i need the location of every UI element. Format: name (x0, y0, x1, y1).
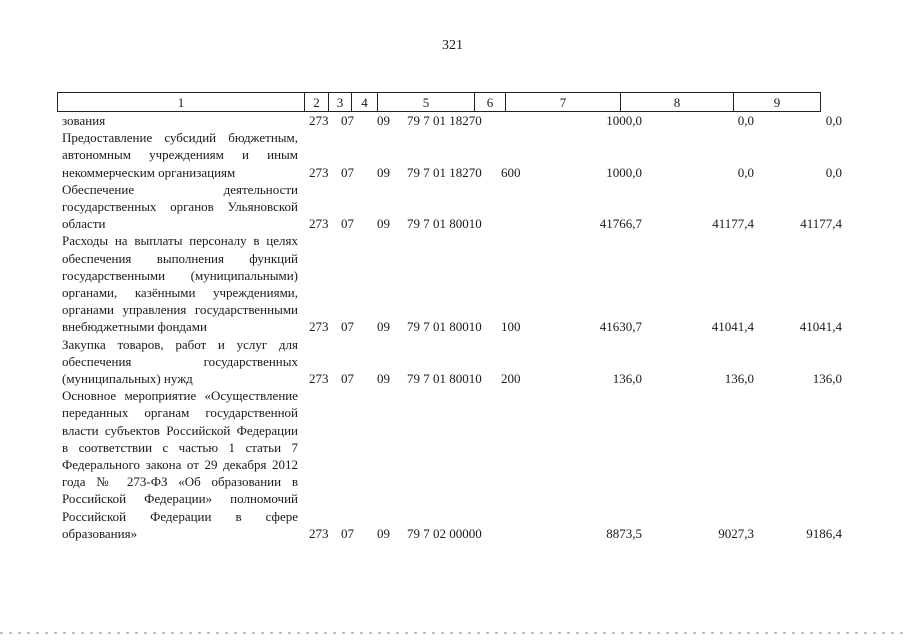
table-row (62, 336, 842, 388)
cell-value: 1000,0 (606, 113, 642, 128)
cell-value: 09 (377, 164, 390, 180)
cell-col6 (500, 232, 530, 335)
cell-value: 41177,4 (712, 216, 754, 232)
row-description: Основное мероприятие «Осуществление переданных органам государственной власти субъектов Российской Федерации в соответствии с частью 1 статьи 7 Федерального закона от 29 декабря 2012 года № 273-ФЗ «Об образовании в Российской Федерации» полномочий Российской Федерации в сфере образования» (62, 388, 298, 541)
cell-value: 9186,4 (806, 525, 842, 541)
cell-value: 07 (341, 525, 354, 541)
cell-value: 1000,0 (606, 164, 642, 180)
cell-value: 09 (377, 319, 390, 335)
cell-col3 (334, 387, 370, 542)
cell-col8 (642, 336, 754, 388)
cell-value: 79 7 01 80010 (407, 319, 482, 335)
cell-col4 (370, 181, 402, 233)
column-header-4: 4 (352, 93, 378, 112)
cell-value: 41041,4 (711, 319, 754, 335)
cell-col4 (370, 336, 402, 388)
cell-value: 09 (377, 216, 390, 232)
cell-col7 (530, 336, 642, 388)
cell-col6 (500, 129, 530, 181)
cell-col8 (642, 387, 754, 542)
row-description: Закупка товаров, работ и услуг для обеспечения государственных (муниципальных) нужд (62, 336, 298, 387)
cell-value: 136,0 (724, 371, 754, 387)
cell-col3 (334, 112, 370, 129)
column-header-7: 7 (506, 93, 621, 112)
cell-col5 (402, 112, 500, 129)
cell-col9 (754, 129, 842, 181)
cell-value: 07 (341, 319, 354, 335)
cell-value: 9027,3 (718, 525, 754, 541)
column-header-5: 5 (378, 93, 475, 112)
cell-col3 (334, 129, 370, 181)
cell-col8 (642, 129, 754, 181)
column-header-6: 6 (475, 93, 506, 112)
table-row (62, 129, 842, 181)
column-header-table (57, 92, 821, 112)
cell-value: 07 (341, 113, 354, 128)
cell-value: 273 (309, 216, 329, 232)
cell-col6 (500, 181, 530, 233)
cell-value: 09 (377, 525, 390, 541)
cell-value: 273 (309, 164, 329, 180)
cell-col2 (298, 129, 334, 181)
cell-col9 (754, 232, 842, 335)
cell-col4 (370, 129, 402, 181)
cell-value: 200 (501, 371, 521, 387)
cell-value: 41630,7 (599, 319, 642, 335)
cell-value: 0,0 (737, 164, 754, 180)
cell-value: 273 (309, 319, 329, 335)
cell-col7 (530, 112, 642, 129)
cell-col9 (754, 336, 842, 388)
cell-value: 136,0 (612, 371, 642, 387)
cell-col5 (402, 232, 500, 335)
cell-col5 (402, 181, 500, 233)
table-row (62, 387, 842, 542)
cell-value: 0,0 (825, 164, 842, 180)
cell-col4 (370, 112, 402, 129)
cell-value: 100 (501, 319, 521, 335)
column-header-9: 9 (734, 93, 821, 112)
cell-col8 (642, 232, 754, 335)
cell-value: 09 (377, 113, 390, 128)
cell-col2 (298, 112, 334, 129)
cell-value: 79 7 02 00000 (407, 525, 482, 541)
table-row (62, 232, 842, 335)
cell-value: 07 (341, 164, 354, 180)
row-description: Расходы на выплаты персоналу в целях обеспечения выполнения функций государственными (муниципальными) органами, казёнными учреждениями, органами управления государственными внебюджетными фондами (62, 233, 298, 335)
page-number: 321 (442, 38, 463, 53)
cell-value: 79 7 01 80010 (407, 216, 482, 232)
cell-value: 41177,4 (800, 216, 842, 232)
cell-value: 07 (341, 371, 354, 387)
cell-value: 07 (341, 216, 354, 232)
cell-col3 (334, 181, 370, 233)
cell-col9 (754, 181, 842, 233)
cell-value: 0,0 (825, 113, 842, 128)
cell-col2 (298, 387, 334, 542)
cell-col7 (530, 232, 642, 335)
cell-col7 (530, 181, 642, 233)
column-header-row (58, 93, 821, 112)
column-header-1: 1 (58, 93, 305, 112)
cell-col7 (530, 387, 642, 542)
cell-col8 (642, 181, 754, 233)
column-header-8: 8 (621, 93, 734, 112)
cell-col8 (642, 112, 754, 129)
cell-col9 (754, 387, 842, 542)
cell-col6 (500, 112, 530, 129)
cell-value: 600 (501, 164, 521, 180)
cell-col3 (334, 232, 370, 335)
row-description: Предоставление субсидий бюджетным, автономным учреждениям и иным некоммерческим организациям (62, 130, 298, 180)
cell-col9 (754, 112, 842, 129)
cell-value: 273 (309, 113, 329, 128)
cell-value: 79 7 01 18270 (407, 113, 482, 128)
cell-value: 0,0 (737, 113, 754, 128)
table-row (62, 181, 842, 233)
cell-value: 8873,5 (606, 525, 642, 541)
cell-col7 (530, 129, 642, 181)
cell-value: 136,0 (812, 371, 842, 387)
table-row (62, 112, 842, 129)
cell-value: 09 (377, 371, 390, 387)
cell-value: 273 (309, 525, 329, 541)
cell-col2 (298, 232, 334, 335)
cell-col4 (370, 387, 402, 542)
cell-col2 (298, 336, 334, 388)
cell-value: 41766,7 (599, 216, 642, 232)
cell-col3 (334, 336, 370, 388)
cell-col6 (500, 387, 530, 542)
cell-col2 (298, 181, 334, 233)
cell-value: 41041,4 (799, 319, 842, 335)
row-description: Обеспечение деятельности государственных органов Ульяновской области (62, 181, 298, 232)
cell-value: 79 7 01 80010 (407, 371, 482, 387)
cell-col5 (402, 129, 500, 181)
cell-value: 79 7 01 18270 (407, 164, 482, 180)
budget-table-body (62, 112, 842, 542)
cell-col5 (402, 387, 500, 542)
column-header-3: 3 (329, 93, 352, 112)
cell-col6 (500, 336, 530, 388)
cell-value: 273 (309, 371, 329, 387)
row-description: зования (62, 113, 106, 128)
cell-col5 (402, 336, 500, 388)
scan-artifact-line (0, 632, 905, 634)
cell-col4 (370, 232, 402, 335)
column-header-2: 2 (305, 93, 329, 112)
